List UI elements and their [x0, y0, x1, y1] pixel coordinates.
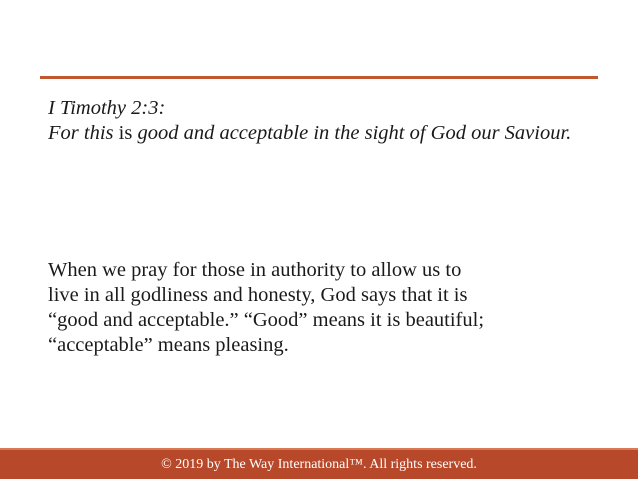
verse-text-italic-2: good and acceptable in the sight of God our Saviour.	[137, 122, 572, 144]
verse-text	[48, 121, 588, 146]
header-divider	[40, 76, 598, 79]
verse-text-plain: is	[113, 122, 138, 144]
copyright-text: © 2019 by The Way International™. All rights reserved.	[161, 457, 477, 472]
footer-bar	[0, 448, 638, 479]
commentary-text: When we pray for those in authority to allow us to live in all godliness and honesty, God says that it is “good and acceptable.” “Good” means it is beautiful; “acceptable” means pleasing.	[48, 259, 485, 356]
verse-reference: I Timothy 2:3:	[48, 97, 166, 119]
verse-block	[48, 96, 588, 146]
verse-text-italic-1: For this	[48, 122, 114, 144]
